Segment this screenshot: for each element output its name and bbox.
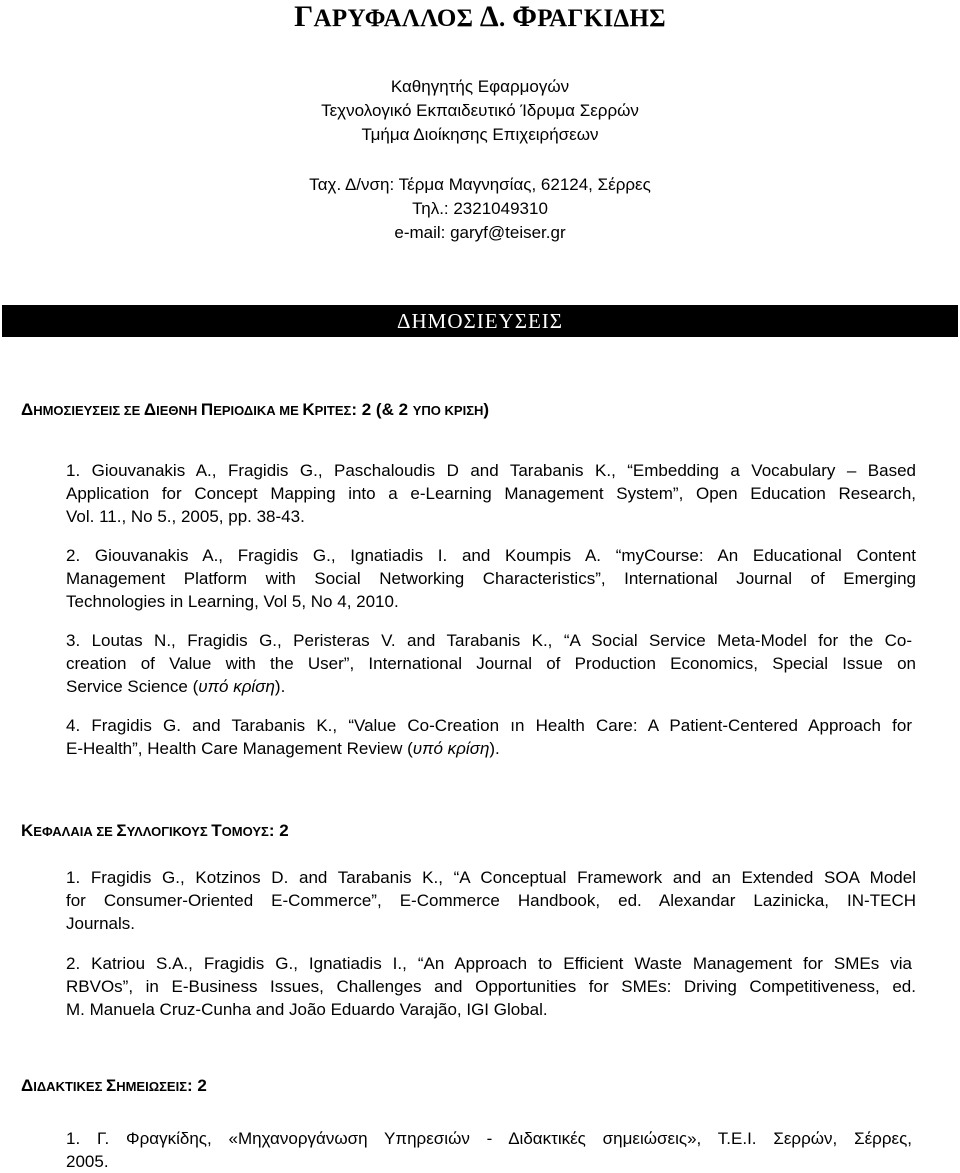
entry-line: Application for Concept Mapping into a e-Learning Management System”, Open Education Research,	[66, 484, 916, 503]
entry-line: Technologies in Learning, Vol 5, No 4, 2010.	[66, 592, 399, 611]
chapter-entry-1	[66, 866, 916, 935]
section-heading-journals: ΔΗΜΟΣΙΕΥΣΕΙΣ ΣΕ ΔΙΕΘΝΗ ΠΕΡΙΟΔΙΚΑ ΜΕ ΚΡΙΤΕΣ: 2 (& 2 ΥΠΟ ΚΡΙΣΗ)	[21, 400, 490, 419]
entry-line: Management Platform with Social Networking Characteristics”, International Journal of Emerging	[66, 569, 916, 588]
entry-line: 1. Γ. Φραγκίδης, «Μηχανοργάνωση Υπηρεσιών - Διδακτικές σημειώσεις», Τ.Ε.Ι. Σερρών, Σέρρες,	[66, 1129, 912, 1148]
section-heading-chapters: ΚΕΦΑΛΑΙΑ ΣΕ ΣΥΛΛΟΓΙΚΟΥΣ ΤΟΜΟΥΣ: 2	[21, 821, 289, 840]
chapter-entry-2	[66, 952, 916, 1021]
email-address: e-mail: garyf@teiser.gr	[394, 223, 566, 242]
department-name: Τμήμα Διοίκησης Επιχειρήσεων	[361, 125, 599, 144]
institution-name: Τεχνολογικό Εκπαιδευτικό Ίδρυμα Σερρών	[321, 101, 639, 120]
entry-line: RBVOs”, in E-Business Issues, Challenges and Opportunities for SMEs: Driving Competitiveness, ed.	[66, 977, 916, 996]
entry-line: 4. Fragidis G. and Tarabanis K., “Value Co-Creation ın Health Care: A Patient-Centered Approach for	[66, 716, 912, 735]
position-title: Καθηγητής Εφαρμογών	[390, 77, 570, 96]
phone-number: Τηλ.: 2321049310	[412, 199, 548, 218]
entry-line: 2. Katriou S.A., Fragidis G., Ignatiadis I., “An Approach to Efficient Waste Management for SMEs via	[66, 954, 912, 973]
under-review-label: υπό κρίση	[198, 677, 275, 696]
under-review-label: υπό κρίση	[412, 739, 490, 758]
journal-entry-1	[66, 459, 916, 528]
entry-line: E-Health”, Health Care Management Review (υπό κρίση).	[66, 739, 500, 758]
entry-line: 1. Giouvanakis A., Fragidis G., Paschaloudis D and Tarabanis K., “Embedding a Vocabulary – Based	[66, 461, 916, 480]
entry-line: creation of Value with the User”, International Journal of Production Economics, Special Issue on	[66, 654, 916, 673]
entry-line: Vol. 11., No 5., 2005, pp. 38-43.	[66, 507, 305, 526]
entry-line: Service Science (υπό κρίση).	[66, 677, 286, 696]
journal-entry-4	[66, 714, 916, 760]
entry-line: 2. Giouvanakis A., Fragidis G., Ignatiadis I. and Koumpis A. “myCourse: An Educational Content	[66, 546, 916, 565]
entry-line: Journals.	[66, 914, 135, 933]
notes-entry-1	[66, 1127, 916, 1173]
entry-line: for Consumer-Oriented E-Commerce”, E-Commerce Handbook, ed. Alexandar Lazinicka, IN-TECH	[66, 891, 916, 910]
postal-address: Ταχ. Δ/νση: Τέρμα Μαγνησίας, 62124, Σέρρες	[309, 175, 651, 194]
entry-line: 3. Loutas N., Fragidis G., Peristeras V. and Tarabanis K., “A Social Service Meta-Model for the Co-	[66, 631, 912, 650]
section-heading-notes: ΔΙΔΑΚΤΙΚΕΣ ΣΗΜΕΙΩΣΕΙΣ: 2	[21, 1076, 207, 1095]
journal-entry-3	[66, 629, 916, 698]
entry-line: M. Manuela Cruz-Cunha and João Eduardo Varajão, IGI Global.	[66, 1000, 548, 1019]
journal-entry-2	[66, 544, 916, 613]
entry-line: 2005.	[66, 1152, 109, 1171]
entry-line: 1. Fragidis G., Kotzinos D. and Tarabanis K., “A Conceptual Framework and an Extended SOA Model	[66, 868, 916, 887]
author-name: ΓΑΡΥΦΑΛΛΟΣ Δ. ΦΡΑΓΚΙΔΗΣ	[294, 0, 666, 33]
publications-banner: ΔΗΜΟΣΙΕΥΣΕΙΣ	[2, 305, 958, 337]
